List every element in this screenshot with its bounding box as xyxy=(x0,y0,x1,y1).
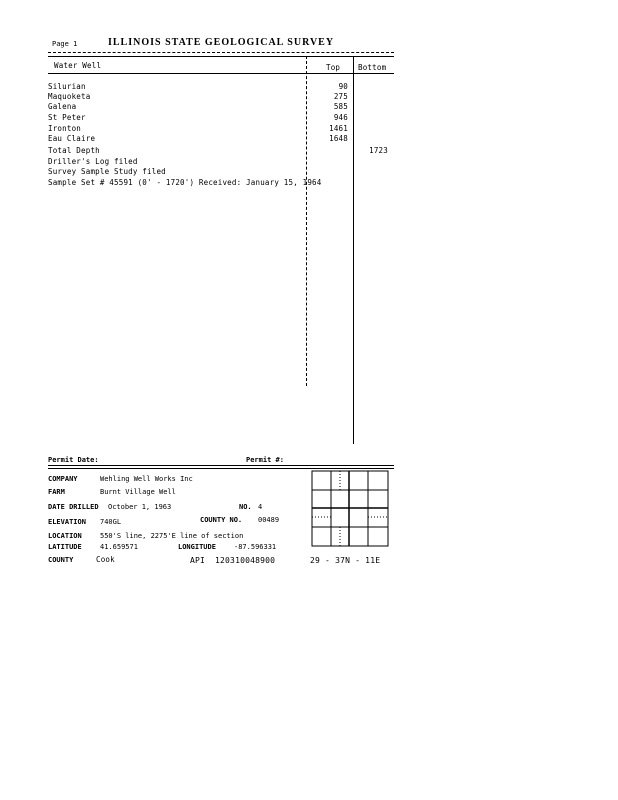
date-drilled-label: DATE DRILLED xyxy=(48,503,99,511)
formation-name: St Peter xyxy=(48,113,86,122)
column-divider-left xyxy=(306,56,307,386)
column-header-top: Top xyxy=(326,63,341,72)
formation-top: 946 xyxy=(333,113,348,122)
permit-rule-double xyxy=(48,468,394,469)
column-header-bottom: Bottom xyxy=(358,63,387,72)
page-title: ILLINOIS STATE GEOLOGICAL SURVEY xyxy=(108,37,335,48)
longitude-label: LONGITUDE xyxy=(178,543,216,551)
column-header-name: Water Well xyxy=(54,61,102,70)
permit-number-label: Permit #: xyxy=(246,456,284,464)
permit-date-label: Permit Date: xyxy=(48,456,99,464)
location-label: LOCATION xyxy=(48,532,82,540)
page-number: Page 1 xyxy=(52,40,78,48)
note-drillers-log: Driller's Log filed xyxy=(48,157,138,166)
latitude-value: 41.659571 xyxy=(100,543,138,551)
formation-top: 90 xyxy=(338,82,348,91)
header-bottom-rule xyxy=(48,73,394,74)
company-value: Wehling Well Works Inc xyxy=(100,475,193,483)
api-value: 120310048900 xyxy=(215,556,276,565)
top-dashed-rule xyxy=(48,52,394,53)
total-depth-label: Total Depth xyxy=(48,146,100,155)
section-location-grid xyxy=(311,470,391,550)
formation-name: Eau Claire xyxy=(48,134,96,143)
elevation-value: 740GL xyxy=(100,518,122,526)
farm-label: FARM xyxy=(48,488,65,496)
total-depth-bottom: 1723 xyxy=(369,146,388,155)
county-value: Cook xyxy=(96,555,115,564)
column-divider-right xyxy=(353,56,354,444)
elevation-label: ELEVATION xyxy=(48,518,86,526)
formation-name: Ironton xyxy=(48,124,82,133)
well-no-value: 4 xyxy=(258,503,263,511)
formation-top: 275 xyxy=(333,92,348,101)
township-range: 29 - 37N - 11E xyxy=(310,556,381,565)
county-no-label: COUNTY NO. xyxy=(200,516,243,524)
company-label: COMPANY xyxy=(48,475,78,483)
county-label: COUNTY xyxy=(48,556,74,564)
formation-name: Silurian xyxy=(48,82,86,91)
longitude-value: -87.596331 xyxy=(234,543,277,551)
api-label: API xyxy=(190,556,206,565)
formation-name: Galena xyxy=(48,102,77,111)
note-sample-set: Sample Set # 45591 (0' - 1720') Received: January 15, 1964 xyxy=(48,178,322,187)
farm-value: Burnt Village Well xyxy=(100,488,176,496)
formation-top: 1461 xyxy=(329,124,348,133)
location-value: 550'S line, 2275'E line of section xyxy=(100,532,244,540)
date-drilled-value: October 1, 1963 xyxy=(108,503,172,511)
latitude-label: LATITUDE xyxy=(48,543,82,551)
note-sample-study: Survey Sample Study filed xyxy=(48,167,166,176)
formation-top: 585 xyxy=(333,102,348,111)
formation-top: 1648 xyxy=(329,134,348,143)
well-no-label: NO. xyxy=(239,503,252,511)
top-rule xyxy=(48,56,394,57)
permit-rule xyxy=(48,465,394,466)
county-no-value: 00489 xyxy=(258,516,280,524)
formation-name: Maquoketa xyxy=(48,92,91,101)
